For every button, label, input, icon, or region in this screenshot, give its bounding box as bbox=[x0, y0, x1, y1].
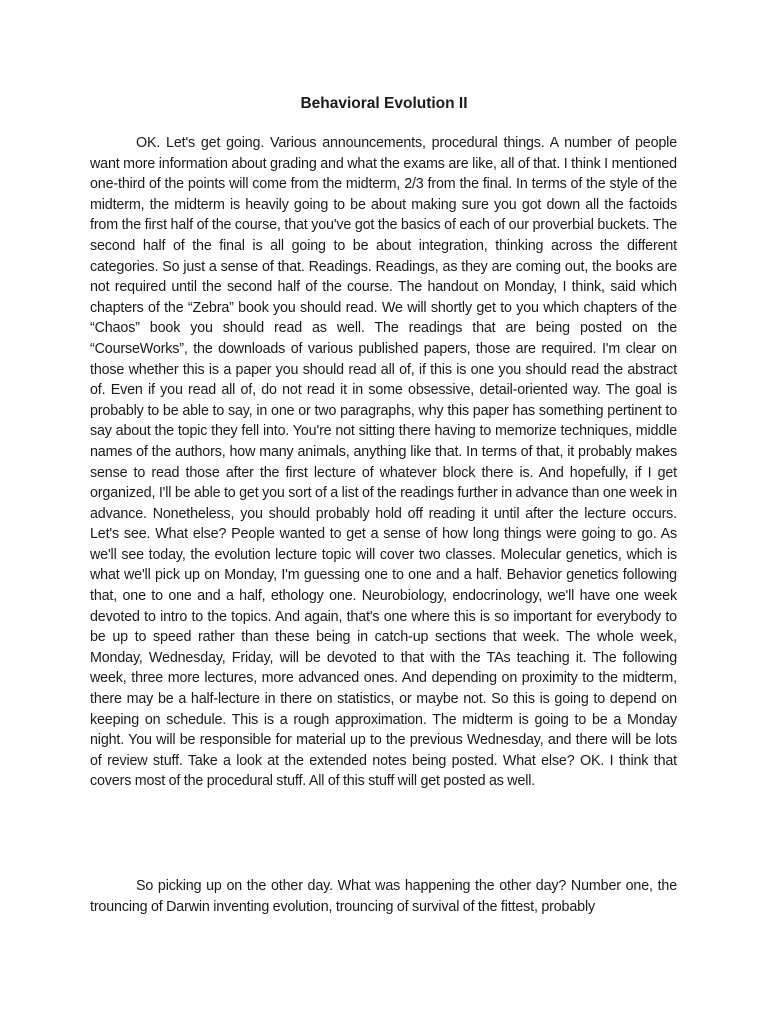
paragraph-block bbox=[90, 133, 677, 792]
paragraph: So picking up on the other day. What was happening the other day? Number one, the trouncing of Darwin inventing evolution, trouncing of survival of the fittest, probably bbox=[90, 878, 677, 915]
paragraph: OK. Let's get going. Various announcements, procedural things. A number of people want more information about grading and what the exams are like, all of that. I think I mentioned one-third of the points will come from the midterm, 2/3 from the final. In terms of the style of the midterm, the midterm is heavily going to be about making sure you got down all the factoids from the first half of the course, that you've got the basics of each of our proverbial buckets. The second half of the final is all going to be about integration, thinking across the different categories. So just a sense of that. Readings. Readings, as they are coming out, the books are not required until the second half of the course. The handout on Monday, I think, said which chapters of the “Zebra” book you should read. We will shortly get to you which chapters of the “Chaos” book you should read as well. The readings that are being posted on the “CourseWorks”, the downloads of various published papers, those are required. I'm clear on those whether this is a paper you should read all of, if this is one you should read the abstract of. Even if you read all of, do not read it in some obsessive, detail-oriented way. The goal is probably to be able to say, in one or two paragraphs, why this paper has something pertinent to say about the topic they fell into. You're not sitting there having to memorize techniques, middle names of the authors, how many animals, anything like that. In terms of that, it probably makes sense to read those after the first lecture of whatever block there is. And hopefully, if I get organized, I'll be able to get you sort of a list of the readings further in advance than one week in advance. Nonetheless, you should probably hold off reading it until after the lecture occurs. Let's see. What else? People wanted to get a sense of how long things were going to go. As we'll see today, the evolution lecture topic will cover two classes. Molecular genetics, which is what we'll pick up on Monday, I'm guessing one to one and a half. Behavior genetics following that, one to one and a half, ethology one. Neurobiology, endocrinology, we'll have one week devoted to intro to the topics. And again, that's one where this is so important for everybody to be up to speed rather than these being in catch-up sections that week. The whole week, Monday, Wednesday, Friday, will be devoted to that with the TAs teaching it. The following week, three more lectures, more advanced ones. And depending on proximity to the midterm, there may be a half-lecture in there on statistics, or maybe not. So this is going to depend on keeping on schedule. This is a rough approximation. The midterm is going to be a Monday night. You will be responsible for material up to the previous Wednesday, and there will be lots of review stuff. Take a look at the extended notes being posted. What else? OK. I think that covers most of the procedural stuff. All of this stuff will get posted as well. bbox=[90, 135, 677, 790]
document-title: Behavioral Evolution II bbox=[300, 95, 468, 112]
paragraph-block bbox=[90, 876, 677, 917]
